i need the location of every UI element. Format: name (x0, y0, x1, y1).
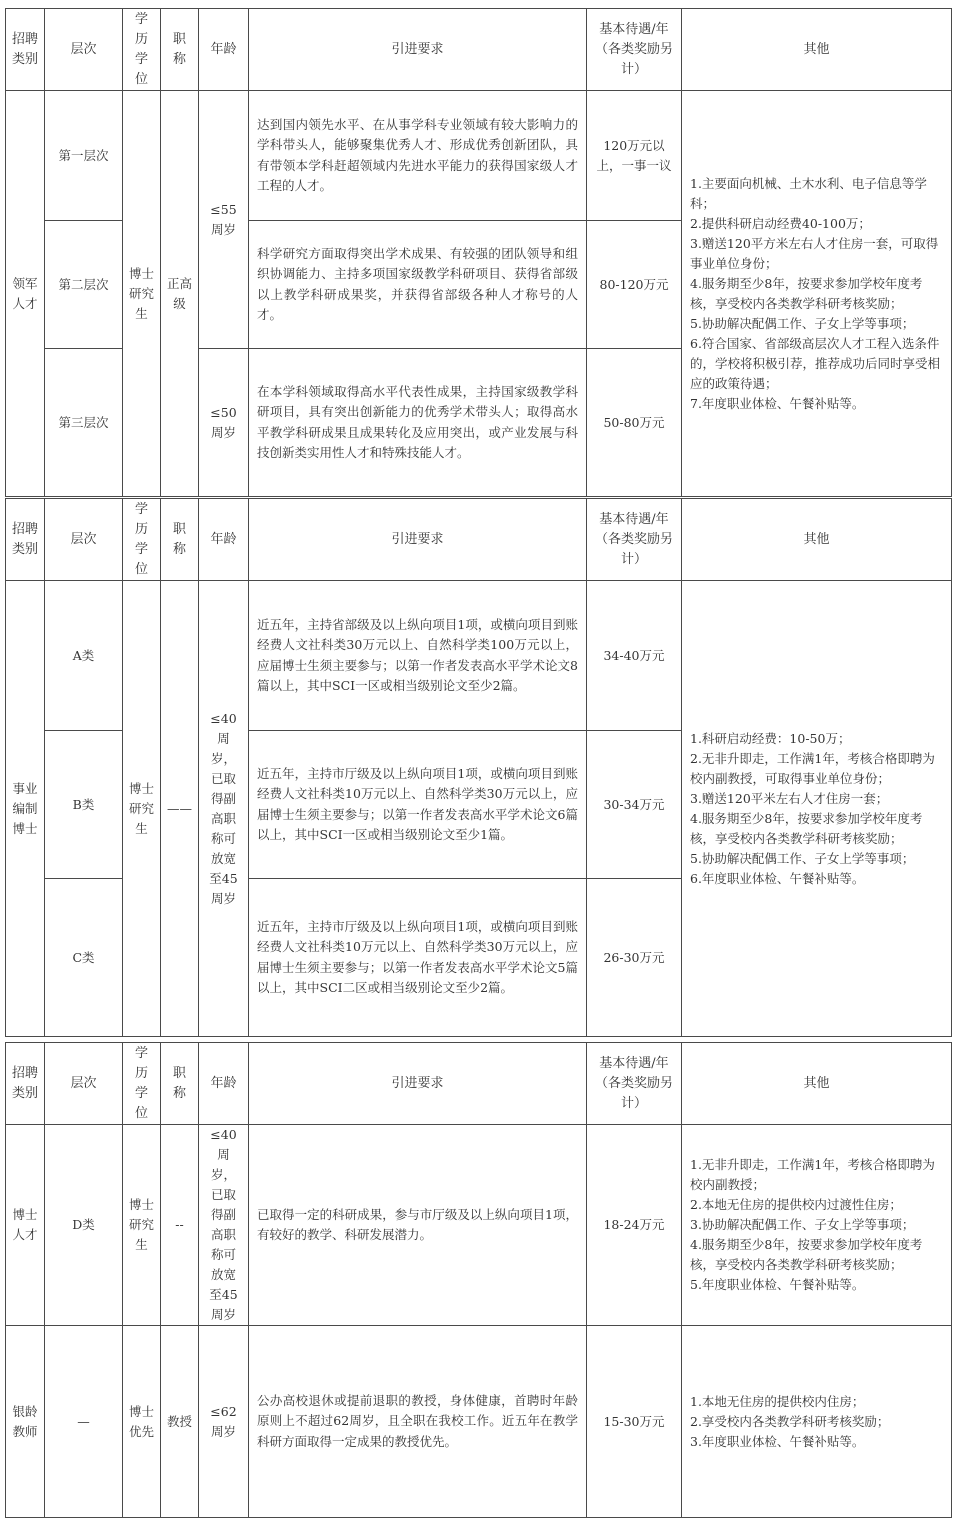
header-requirements: 引进要求 (249, 499, 587, 581)
header-level: 层次 (45, 1043, 123, 1125)
requirement-text: 已取得一定的科研成果，参与市厅级及以上纵向项目1项，有较好的教学、科研发展潜力。 (257, 1206, 578, 1242)
other-item: 2.享受校内各类教学科研考核奖励； (690, 1413, 890, 1429)
level-cell: A类 (45, 581, 123, 731)
other-cell (682, 1326, 952, 1518)
other-list (682, 1386, 951, 1458)
requirement-text: 公办高校退休或提前退职的教授，身体健康，首聘时年龄原则上不超过62周岁，且全职在我校工作。近五年在教学科研方面取得一定成果的教授优先。 (257, 1392, 578, 1449)
other-list (682, 168, 951, 420)
other-item: 6.符合国家、省部级高层次人才工程入选条件的，学校将积极引荐，推荐成功后同时享受相应的政策待遇； (690, 335, 941, 391)
age-cell: ≤50周岁 (199, 349, 249, 497)
table-row (6, 1125, 952, 1326)
requirement-text: 近五年，主持省部级及以上纵向项目1项，或横向项目到账经费人文社科类30万元以上、自然科学类100万元以上，应届博士生须主要参与；以第一作者发表高水平学术论文8篇以上，其中SCI一区或相当级别论文至少2篇。 (257, 616, 578, 693)
header-requirements: 引进要求 (249, 9, 587, 91)
other-list (682, 1149, 951, 1301)
level-cell: B类 (45, 731, 123, 879)
header-other: 其他 (682, 1043, 952, 1125)
header-pay: 基本待遇/年（各类奖励另计） (587, 9, 682, 91)
requirement-cell (249, 581, 587, 731)
requirement-cell (249, 1125, 587, 1326)
requirement-cell (249, 1326, 587, 1518)
requirement-cell (249, 349, 587, 497)
other-item: 4.服务期至少8年，按要求参加学校年度考核，享受校内各类教学科研考核奖励； (690, 275, 923, 311)
other-item: 1.本地无住房的提供校内住房； (690, 1393, 865, 1409)
header-row (6, 499, 952, 581)
table-row (6, 1326, 952, 1518)
header-other: 其他 (682, 9, 952, 91)
requirement-text: 科学研究方面取得突出学术成果、有较强的团队领导和组织协调能力、主持多项国家级教学科研项目、获得省部级以上教学科研成果奖，并获得省部级各种人才称号的人才。 (257, 245, 578, 322)
requirement-cell (249, 879, 587, 1037)
other-item: 4.服务期至少8年，按要求参加学校年度考核，享受校内各类教学科研考核奖励； (690, 810, 923, 846)
requirement-cell (249, 221, 587, 349)
age-cell: ≤62周岁 (199, 1326, 249, 1518)
other-item: 5.协助解决配偶工作、子女上学等事项； (690, 315, 915, 331)
pay-cell: 18-24万元 (587, 1125, 682, 1326)
other-item: 5.协助解决配偶工作、子女上学等事项； (690, 850, 915, 866)
level-cell: — (45, 1326, 123, 1518)
other-cell (682, 581, 952, 1037)
other-item: 7.年度职业体检、午餐补贴等。 (690, 395, 865, 411)
header-level: 层次 (45, 499, 123, 581)
degree-cell: 博士研究生 (123, 581, 161, 1037)
degree-cell: 博士优先 (123, 1326, 161, 1518)
table-staff-doctor (5, 498, 952, 1037)
title-cell: —— (161, 581, 199, 1037)
header-pay: 基本待遇/年（各类奖励另计） (587, 1043, 682, 1125)
other-item: 6.年度职业体检、午餐补贴等。 (690, 870, 865, 886)
degree-cell: 博士研究生 (123, 1125, 161, 1326)
table-doctor-senior (5, 1042, 952, 1518)
other-item: 4.服务期至少8年，按要求参加学校年度考核，享受校内各类教学科研考核奖励； (690, 1237, 923, 1272)
pay-cell (587, 91, 682, 221)
requirement-text: 近五年，主持市厅级及以上纵向项目1项，或横向项目到账经费人文社科类10万元以上、自然科学类30万元以上，应届博士生须主要参与；以第一作者发表高水平学术论文5篇以上，其中SCI二区或相当级别论文至少2篇。 (257, 918, 578, 995)
other-item: 3.协助解决配偶工作、子女上学等事项； (690, 1217, 915, 1232)
requirement-text: 在本学科领域取得高水平代表性成果，主持国家级教学科研项目，具有突出创新能力的优秀学术带头人；取得高水平教学科研成果且成果转化及应用突出，或产业发展与科技创新类实用性人才和特殊技能人才。 (257, 383, 578, 460)
category-cell: 银龄教师 (6, 1326, 45, 1518)
header-category: 招聘类别 (6, 9, 45, 91)
other-cell (682, 1125, 952, 1326)
header-row (6, 9, 952, 91)
requirement-text: 近五年，主持市厅级及以上纵向项目1项，或横向项目到账经费人文社科类10万元以上、自然科学类30万元以上，应届博士生须主要参与；以第一作者发表高水平学术论文6篇以上，其中SCI一区或相当级别论文至少1篇。 (257, 765, 578, 842)
other-item: 3.年度职业体检、午餐补贴等。 (690, 1433, 865, 1449)
header-row (6, 1043, 952, 1125)
level-cell: 第三层次 (45, 349, 123, 497)
table-row (6, 91, 952, 221)
category-cell: 领军人才 (6, 91, 45, 497)
level-cell: 第一层次 (45, 91, 123, 221)
level-cell: D类 (45, 1125, 123, 1326)
header-category: 招聘类别 (6, 1043, 45, 1125)
other-item: 3.赠送120平米左右人才住房一套； (690, 790, 889, 806)
other-item: 2.本地无住房的提供校内过渡性住房； (690, 1197, 902, 1212)
header-degree: 学历学位 (123, 1043, 161, 1125)
category-cell: 事业编制博士 (6, 581, 45, 1037)
title-cell: 正高级 (161, 91, 199, 497)
other-item: 3.赠送120平方米左右人才住房一套，可取得事业单位身份； (690, 235, 939, 271)
header-title: 职称 (161, 499, 199, 581)
level-cell: 第二层次 (45, 221, 123, 349)
header-pay: 基本待遇/年（各类奖励另计） (587, 499, 682, 581)
header-other: 其他 (682, 499, 952, 581)
header-title: 职称 (161, 1043, 199, 1125)
other-list (682, 723, 951, 895)
pay-text: 120万元以上，一事一议 (596, 137, 672, 173)
pay-cell: 26-30万元 (587, 879, 682, 1037)
degree-cell: 博士研究生 (123, 91, 161, 497)
pay-cell: 80-120万元 (587, 221, 682, 349)
pay-cell: 30-34万元 (587, 731, 682, 879)
pay-cell: 50-80万元 (587, 349, 682, 497)
header-age: 年龄 (199, 1043, 249, 1125)
header-age: 年龄 (199, 499, 249, 581)
pay-cell: 34-40万元 (587, 581, 682, 731)
table-row (6, 581, 952, 731)
other-item: 5.年度职业体检、午餐补贴等。 (690, 1277, 865, 1292)
requirement-text: 达到国内领先水平、在从事学科专业领域有较大影响力的学科带头人，能够聚集优秀人才、形成优秀创新团队，具有带领本学科赶超领域内先进水平能力的获得国家级人才工程的人才。 (257, 116, 578, 193)
pay-cell: 15-30万元 (587, 1326, 682, 1518)
requirement-cell (249, 731, 587, 879)
title-cell: -- (161, 1125, 199, 1326)
level-cell: C类 (45, 879, 123, 1037)
header-category: 招聘类别 (6, 499, 45, 581)
header-degree: 学历学位 (123, 9, 161, 91)
requirement-cell (249, 91, 587, 221)
header-age: 年龄 (199, 9, 249, 91)
table-leading-talent (5, 8, 952, 497)
header-level: 层次 (45, 9, 123, 91)
other-item: 2.无非升即走，工作满1年，考核合格即聘为校内副教授，可取得事业单位身份； (690, 750, 935, 786)
age-cell: ≤40周岁，已取得副高职称可放宽至45周岁 (199, 581, 249, 1037)
other-item: 1.无非升即走，工作满1年，考核合格即聘为校内副教授； (690, 1157, 935, 1192)
age-cell: ≤55周岁 (199, 91, 249, 349)
header-title: 职称 (161, 9, 199, 91)
category-cell: 博士人才 (6, 1125, 45, 1326)
other-cell (682, 91, 952, 497)
other-item: 1.主要面向机械、土木水利、电子信息等学科； (690, 175, 927, 211)
other-item: 2.提供科研启动经费40-100万； (690, 215, 871, 231)
title-cell: 教授 (161, 1326, 199, 1518)
header-requirements: 引进要求 (249, 1043, 587, 1125)
header-degree: 学历学位 (123, 499, 161, 581)
other-item: 1.科研启动经费：10-50万； (690, 730, 851, 746)
age-cell: ≤40周岁，已取得副高职称可放宽至45周岁 (199, 1125, 249, 1326)
